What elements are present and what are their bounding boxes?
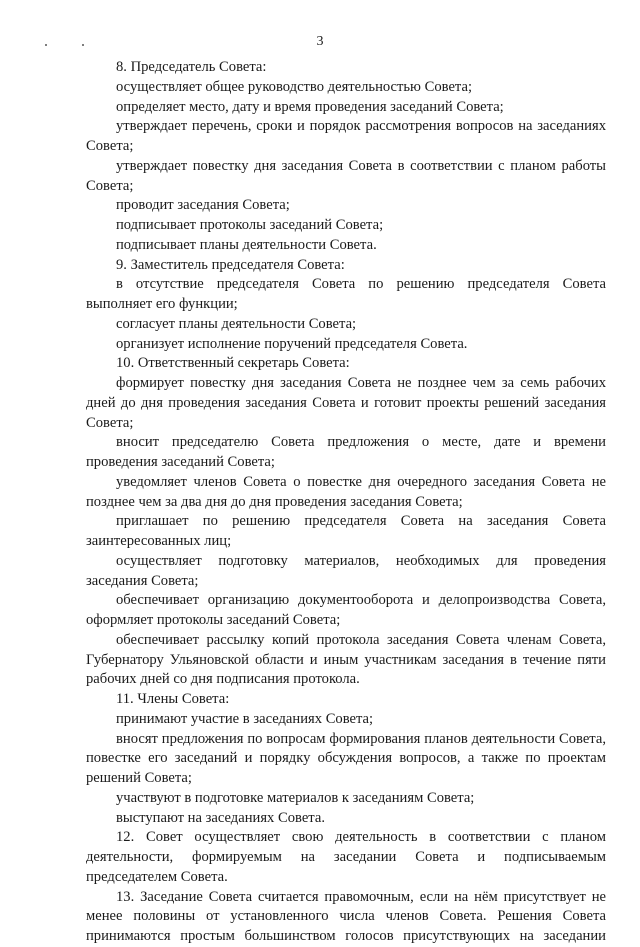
paragraph: выступают на заседаниях Совета. (116, 809, 325, 826)
paragraph: 10. Ответственный секретарь Совета: (116, 355, 350, 372)
paragraph: вносят предложения по вопросам формирования планов деятельности Совета, повестке его заседаний и порядку обсуждения вопросов, а также по проектам решений Совета; (86, 730, 606, 786)
paragraph: обеспечивает организацию документооборота и делопроизводства Совета, оформляет протоколы заседаний Совета; (86, 592, 606, 628)
paragraph: организует исполнение поручений председателя Совета. (116, 335, 468, 352)
paragraph: проводит заседания Совета; (116, 197, 290, 214)
paragraph: 8. Председатель Совета: (116, 59, 267, 75)
paragraph: 13. Заседание Совета считается правомочным, если на нём присутствует не менее половины от установленного числа членов Совета. Решения Совета принимаются простым большинством голосов присутствующих на заседании (86, 888, 606, 944)
paragraph: утверждает повестку дня заседания Совета в соответствии с планом работы Совета; (86, 157, 606, 194)
paragraph: формирует повестку дня заседания Совета не позднее чем за семь рабочих дней до дня проведения заседания Совета и готовит проекты решений заседания Совета; (86, 375, 606, 431)
paragraph: осуществляет подготовку материалов, необходимых для проведения заседания Совета; (86, 552, 606, 589)
paragraph: в отсутствие председателя Совета по решению председателя Совета выполняет его функции; (86, 276, 606, 312)
paragraph: обеспечивает рассылку копий протокола заседания Совета членам Совета, Губернатору Ульяновской области и иным участникам заседания в течение пяти рабочих дней со дня подписания протокола. (86, 631, 606, 688)
document-body (86, 58, 606, 947)
paragraph: утверждает перечень, сроки и порядок рассмотрения вопросов на заседаниях Совета; (86, 118, 606, 154)
paragraph: приглашает по решению председателя Совета на заседания Совета заинтересованных лиц; (86, 513, 606, 549)
paragraph: определяет место, дату и время проведения заседаний Совета; (116, 98, 504, 115)
paragraph: подписывает планы деятельности Совета. (116, 236, 377, 253)
page-number: 3 (316, 34, 324, 49)
paragraph: согласует планы деятельности Совета; (116, 315, 357, 332)
paragraph: 11. Члены Совета: (116, 691, 230, 707)
paragraph: вносит председателю Совета предложения о месте, дате и времени проведения заседаний Совета; (86, 434, 606, 470)
paragraph: 12. Совет осуществляет свою деятельность в соответствии с планом деятельности, формируемым на заседании Совета и подписываемым председателем Совета. (86, 829, 606, 885)
paragraph: уведомляет членов Совета о повестке дня очередного заседания Совета не позднее чем за два дня до дня проведения заседания Совета; (86, 473, 606, 510)
paragraph: принимают участие в заседаниях Совета; (116, 710, 374, 727)
paragraph: 9. Заместитель председателя Совета: (116, 256, 345, 273)
paragraph: участвуют в подготовке материалов к заседаниям Совета; (116, 789, 475, 806)
paragraph: подписывает протоколы заседаний Совета; (116, 217, 384, 233)
paragraph: осуществляет общее руководство деятельностью Совета; (116, 78, 473, 95)
